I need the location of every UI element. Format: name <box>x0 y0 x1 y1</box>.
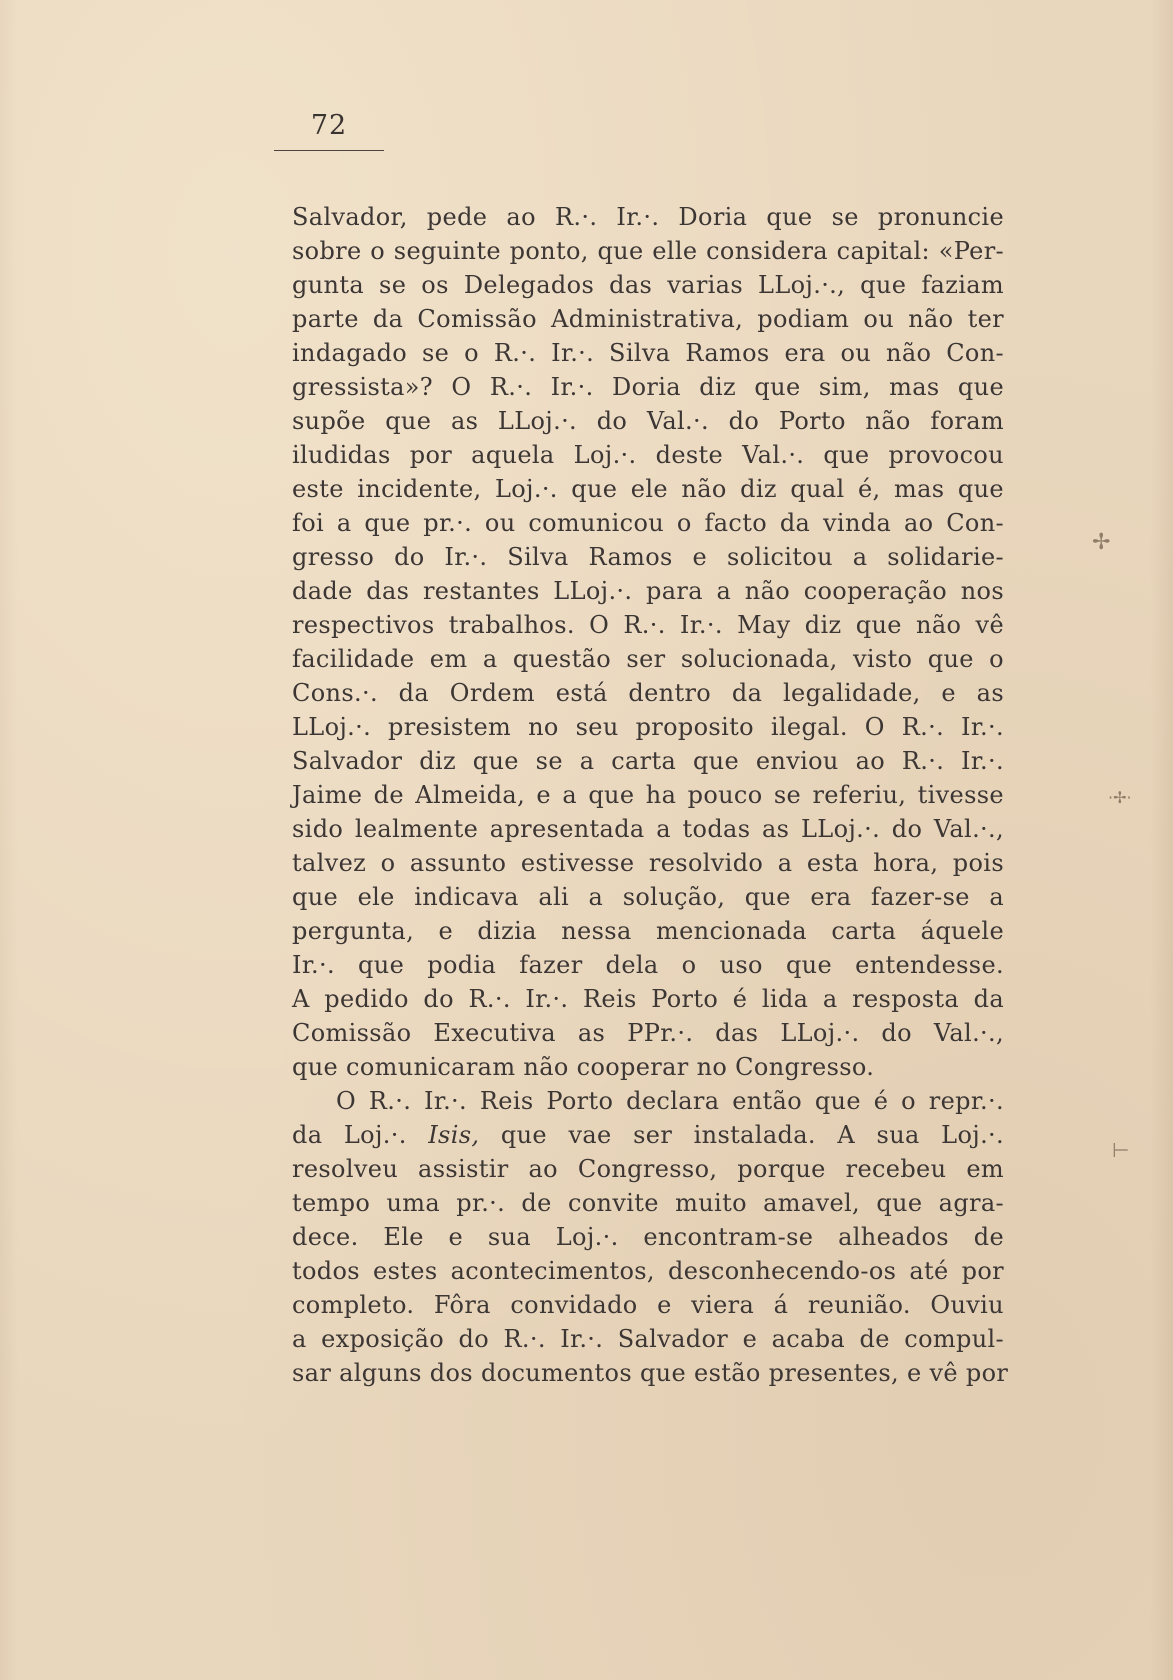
text-line: dade das restantes LLoj.·. para a não cooperação nos <box>292 577 1004 605</box>
text-line: dece. Ele e sua Loj.·. encontram-se alheados de <box>292 1223 1004 1251</box>
text-line: A pedido do R.·. Ir.·. Reis Porto é lida a resposta da <box>292 985 1004 1013</box>
text-line: respectivos trabalhos. O R.·. Ir.·. May diz que não vê <box>292 611 1004 639</box>
text-line: completo. Fôra convidado e viera á reunião. Ouviu <box>292 1291 1004 1319</box>
margin-speck: ⊢ <box>1112 1138 1130 1162</box>
text-line: este incidente, Loj.·. que ele não diz qual é, mas que <box>292 475 1004 503</box>
text-line: que comunicaram não cooperar no Congresso. <box>292 1053 875 1081</box>
text-line: parte da Comissão Administrativa, podiam ou não ter <box>292 305 1004 333</box>
text-line: sido lealmente apresentada a todas as LLoj.·. do Val.·., <box>292 815 1004 843</box>
text-line: resolveu assistir ao Congresso, porque recebeu em <box>292 1155 1004 1183</box>
text-line: Comissão Executiva as PPr.·. das LLoj.·. do Val.·., <box>292 1019 1004 1047</box>
text-segment: da Loj.·. <box>292 1121 429 1149</box>
margin-speck: ✢ <box>1092 530 1111 555</box>
text-line: facilidade em a questão ser solucionada, visto que o <box>292 645 1004 673</box>
text-line: que ele indicava ali a solução, que era fazer-se a <box>292 883 1004 911</box>
text-line: Cons.·. da Ordem está dentro da legalidade, e as <box>292 679 1004 707</box>
text-line: LLoj.·. presistem no seu proposito ilegal. O R.·. Ir.·. <box>292 713 1004 741</box>
text-line: indagado se o R.·. Ir.·. Silva Ramos era ou não Con- <box>292 339 1004 367</box>
text-line: gresso do Ir.·. Silva Ramos e solicitou a solidarie- <box>292 543 1004 571</box>
text-line: tempo uma pr.·. de convite muito amavel, que agra- <box>292 1189 1004 1217</box>
text-line: Jaime de Almeida, e a que ha pouco se referiu, tivesse <box>292 781 1004 809</box>
margin-speck: ·✢· <box>1108 788 1132 807</box>
text-line: foi a que pr.·. ou comunicou o facto da vinda ao Con- <box>292 509 1004 537</box>
text-line: sobre o seguinte ponto, que elle considera capital: «Per- <box>292 237 1004 265</box>
text-line: Salvador, pede ao R.·. Ir.·. Doria que se pronuncie <box>292 203 1004 231</box>
body-text <box>292 200 1009 1390</box>
text-line: Ir.·. que podia fazer dela o uso que entendesse. <box>292 951 1004 979</box>
text-line: pergunta, e dizia nessa mencionada carta áquele <box>292 917 1004 945</box>
page-number: 72 <box>310 110 348 141</box>
text-line-with-italic <box>292 1118 1004 1152</box>
text-line: todos estes acontecimentos, desconhecendo-os até por <box>292 1257 1004 1285</box>
text-line: Salvador diz que se a carta que enviou ao R.·. Ir.·. <box>292 747 1004 775</box>
text-line: O R.·. Ir.·. Reis Porto declara então que é o repr.·. <box>336 1087 1004 1115</box>
page-number-rule <box>274 150 384 151</box>
text-line: talvez o assunto estivesse resolvido a esta hora, pois <box>292 849 1004 877</box>
text-line: a exposição do R.·. Ir.·. Salvador e acaba de compul- <box>292 1325 1004 1353</box>
text-segment: que vae ser instalada. A sua Loj.·. <box>479 1121 1005 1149</box>
text-line: gunta se os Delegados das varias LLoj.·., que faziam <box>292 271 1004 299</box>
text-line: sar alguns dos documentos que estão presentes, e vê por <box>292 1359 1009 1387</box>
text-line: iludidas por aquela Loj.·. deste Val.·. que provocou <box>292 441 1004 469</box>
text-line: supõe que as LLoj.·. do Val.·. do Porto não foram <box>292 407 1004 435</box>
text-line: gressista»? O R.·. Ir.·. Doria diz que sim, mas que <box>292 373 1004 401</box>
loja-name-italic: Isis, <box>428 1121 480 1149</box>
